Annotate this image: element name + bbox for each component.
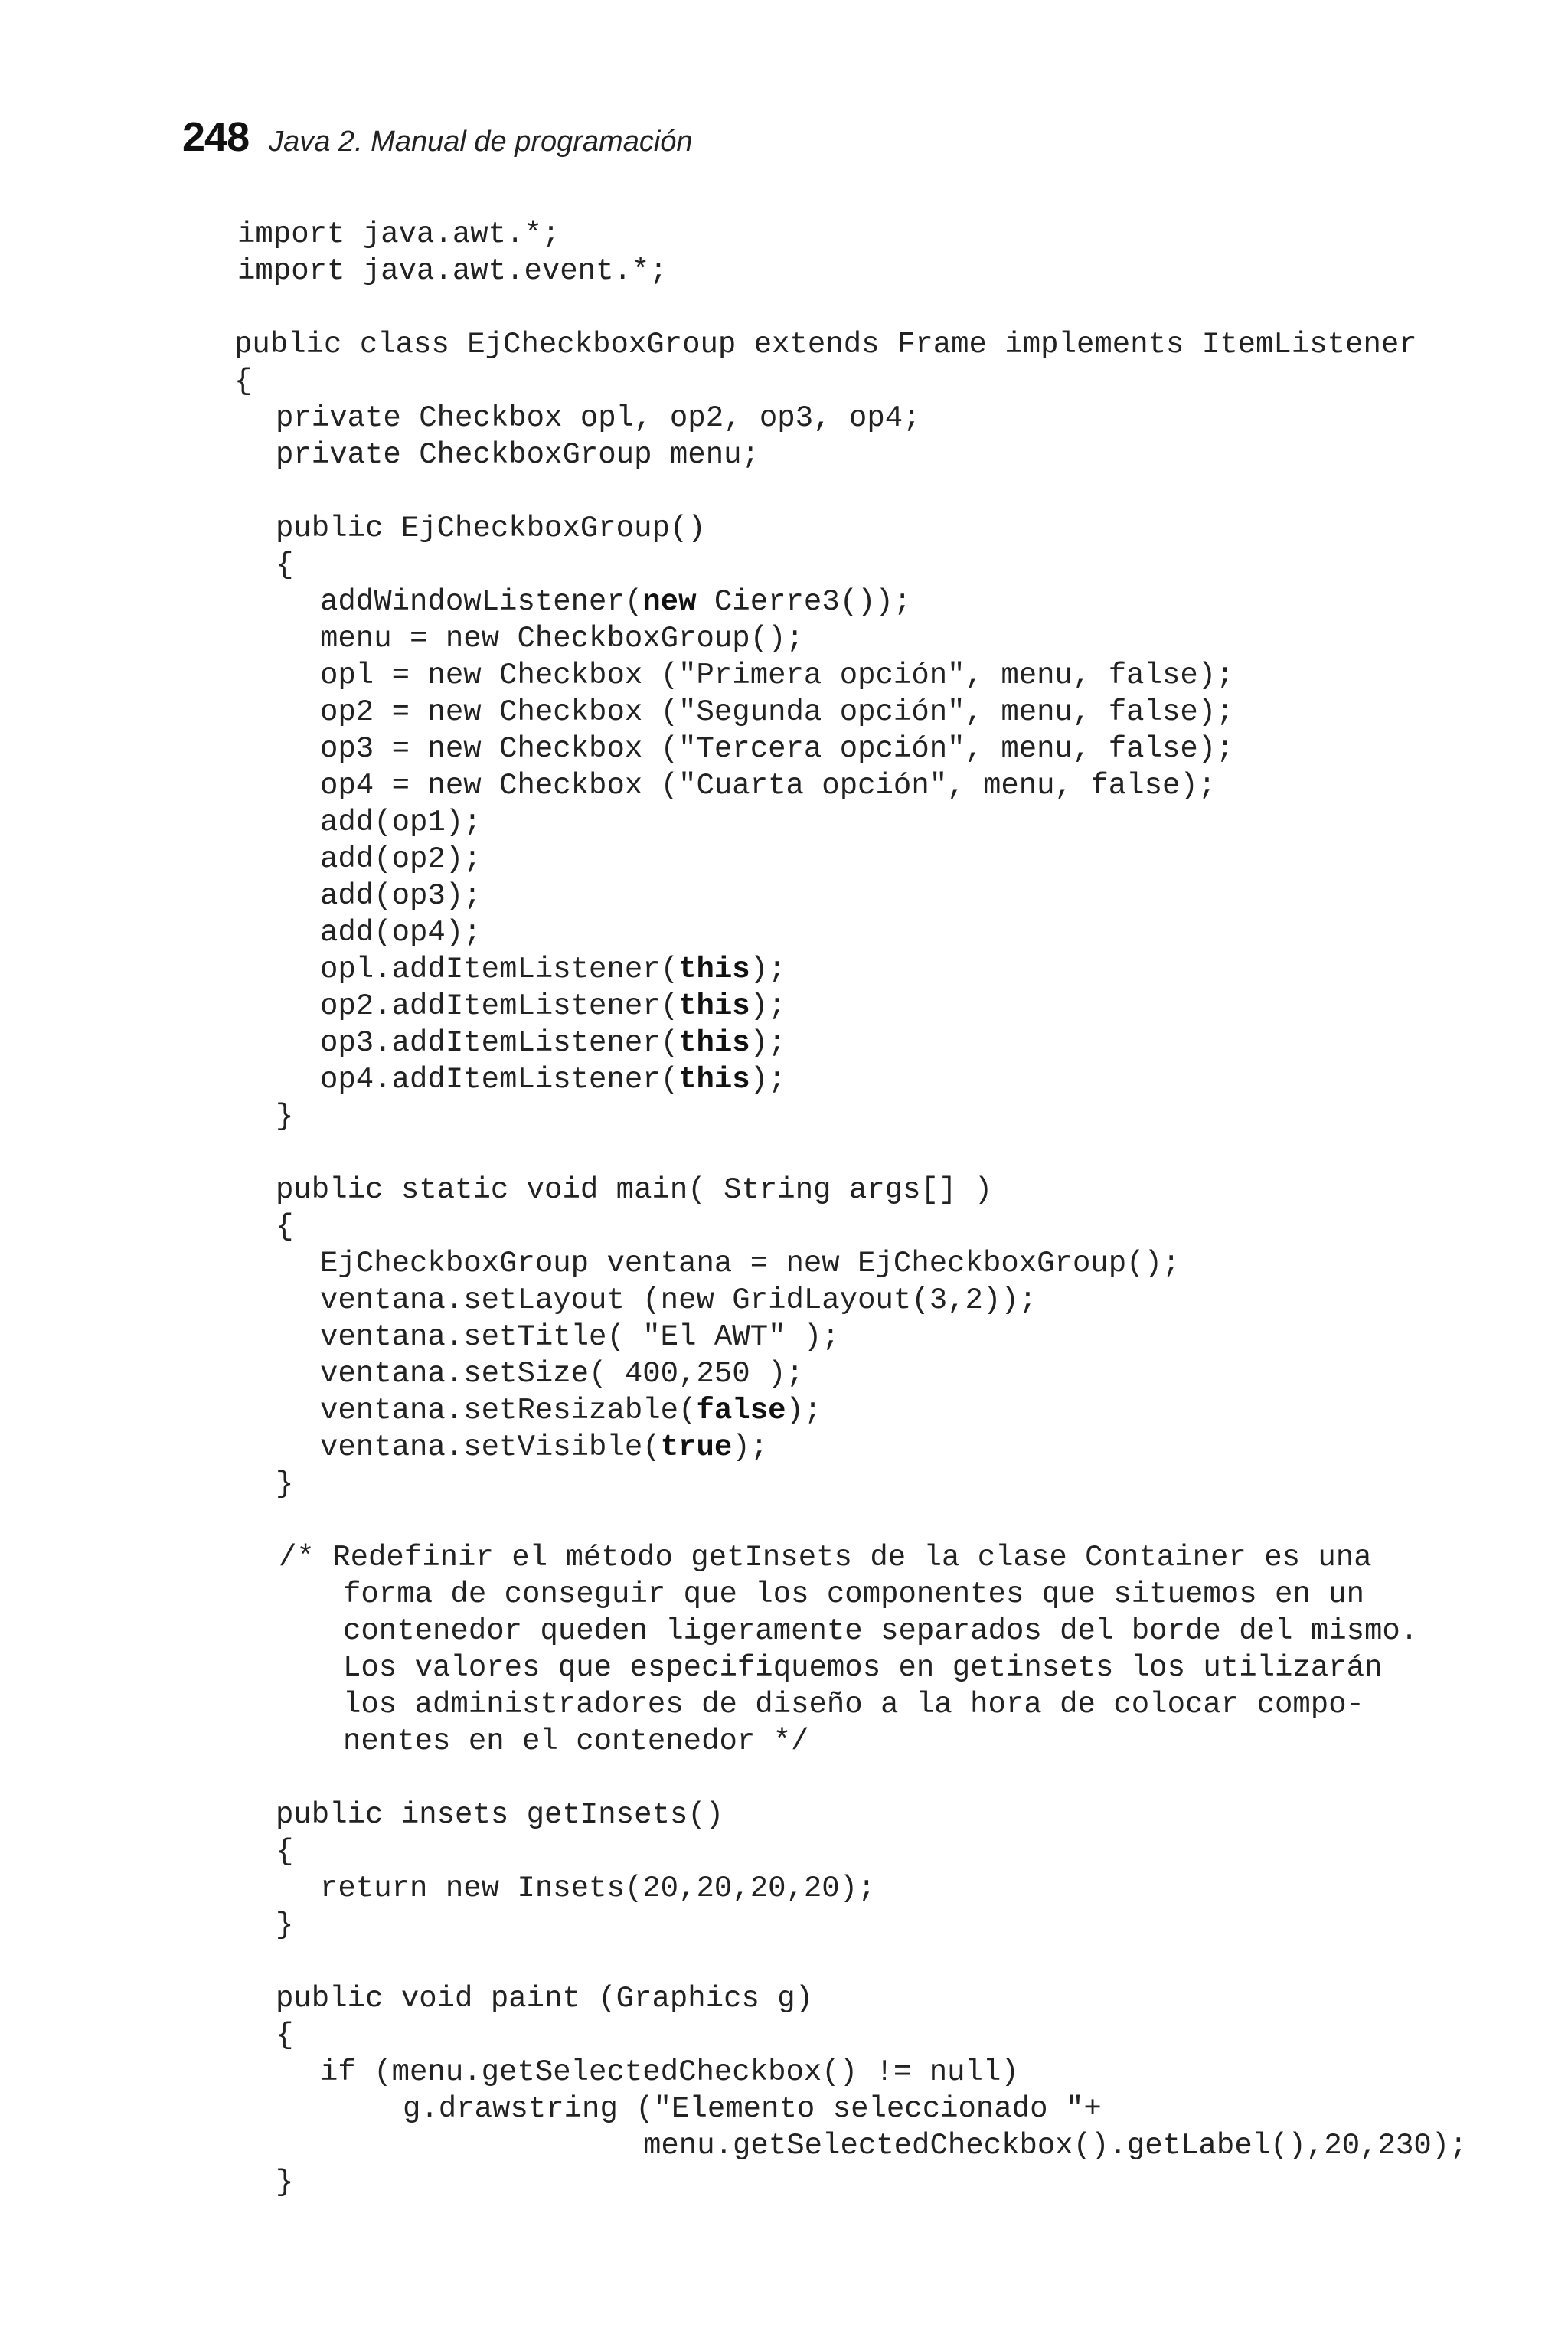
comment-line: contenedor queden ligeramente separados del borde del mismo. [343, 1614, 1419, 1648]
code-line: ventana.setLayout (new GridLayout(3,2)); [320, 1283, 1037, 1317]
code-line [320, 988, 786, 1025]
code-line: op2 = new Checkbox ("Segunda opción", menu, false); [320, 695, 1234, 729]
code-line [320, 1392, 822, 1429]
code-line [320, 584, 911, 620]
keyword-this: this [678, 1063, 750, 1097]
comment-line: los administradores de diseño a la hora de colocar compo- [343, 1688, 1365, 1721]
code-text: ); [750, 953, 786, 986]
code-text: ); [750, 1026, 786, 1060]
comment-line: /* Redefinir el método getInsets de la clase Container es una [279, 1541, 1372, 1574]
code-line: public void paint (Graphics g) [276, 1982, 814, 2016]
comment-line: nentes en el contenedor */ [343, 1725, 809, 1758]
keyword-false: false [696, 1394, 786, 1427]
code-line: public EjCheckboxGroup() [276, 512, 706, 545]
code-line: { [234, 365, 253, 398]
code-line: import java.awt.*; [237, 217, 560, 251]
code-text: opl.addItemListener( [320, 953, 679, 986]
code-line: { [276, 548, 294, 582]
code-line: add(op4); [320, 916, 482, 950]
code-line: } [276, 1908, 294, 1942]
code-line: public insets getInsets() [276, 1798, 724, 1832]
keyword-new: new [642, 585, 697, 619]
code-text: op2.addItemListener( [320, 989, 679, 1023]
code-line: add(op3); [320, 879, 482, 913]
page-number: 248 [182, 114, 250, 160]
code-text: ventana.setResizable( [320, 1394, 697, 1427]
code-line: { [276, 2019, 294, 2052]
code-line: op3 = new Checkbox ("Tercera opción", menu, false); [320, 732, 1234, 766]
code-text: Cierre3()); [696, 585, 912, 619]
code-line: { [276, 1835, 294, 1868]
code-line: if (menu.getSelectedCheckbox() != null) [320, 2055, 1019, 2089]
code-line: public class EjCheckboxGroup extends Frame implements ItemListener [234, 328, 1417, 361]
code-text: ); [732, 1430, 769, 1464]
code-line: opl = new Checkbox ("Primera opción", menu, false); [320, 659, 1234, 692]
code-line: { [276, 1210, 294, 1244]
keyword-this: this [678, 953, 750, 986]
code-line: } [276, 1467, 294, 1501]
comment-line: Los valores que especifiquemos en getinsets los utilizarán [343, 1651, 1383, 1685]
code-line [320, 1061, 786, 1098]
code-line: } [276, 1100, 294, 1133]
code-line: menu.getSelectedCheckbox().getLabel(),20,230); [643, 2129, 1468, 2163]
code-line: ventana.setSize( 400,250 ); [320, 1357, 804, 1391]
code-line: menu = new CheckboxGroup(); [320, 622, 804, 655]
code-line [320, 951, 786, 988]
code-line: add(op2); [320, 842, 482, 876]
code-text: addWindowListener( [320, 585, 643, 619]
code-line: import java.awt.event.*; [237, 254, 668, 288]
code-line: } [276, 2166, 294, 2199]
keyword-this: this [678, 989, 750, 1023]
code-line: EjCheckboxGroup ventana = new EjCheckboxGroup(); [320, 1247, 1181, 1280]
code-line: private Checkbox opl, op2, op3, op4; [276, 401, 921, 435]
code-text: op4.addItemListener( [320, 1063, 679, 1097]
comment-line: forma de conseguir que los componentes que situemos en un [343, 1577, 1365, 1611]
book-title: Java 2. Manual de programación [269, 126, 693, 158]
code-text: ventana.setVisible( [320, 1430, 661, 1464]
code-line [320, 1025, 786, 1061]
code-line: op4 = new Checkbox ("Cuarta opción", menu, false); [320, 769, 1217, 803]
keyword-this: this [678, 1026, 750, 1060]
code-text: op3.addItemListener( [320, 1026, 679, 1060]
code-line: add(op1); [320, 806, 482, 839]
code-line: public static void main( String args[] ) [276, 1173, 993, 1207]
code-text: ); [786, 1394, 822, 1427]
code-text: ); [750, 1063, 786, 1097]
keyword-true: true [660, 1430, 733, 1464]
code-line [320, 1429, 768, 1466]
code-text: ); [750, 989, 786, 1023]
code-line: private CheckboxGroup menu; [276, 438, 760, 472]
code-line: g.drawstring ("Elemento seleccionado "+ [403, 2092, 1102, 2126]
code-line: return new Insets(20,20,20,20); [320, 1872, 876, 1905]
code-line: ventana.setTitle( "El AWT" ); [320, 1320, 840, 1354]
